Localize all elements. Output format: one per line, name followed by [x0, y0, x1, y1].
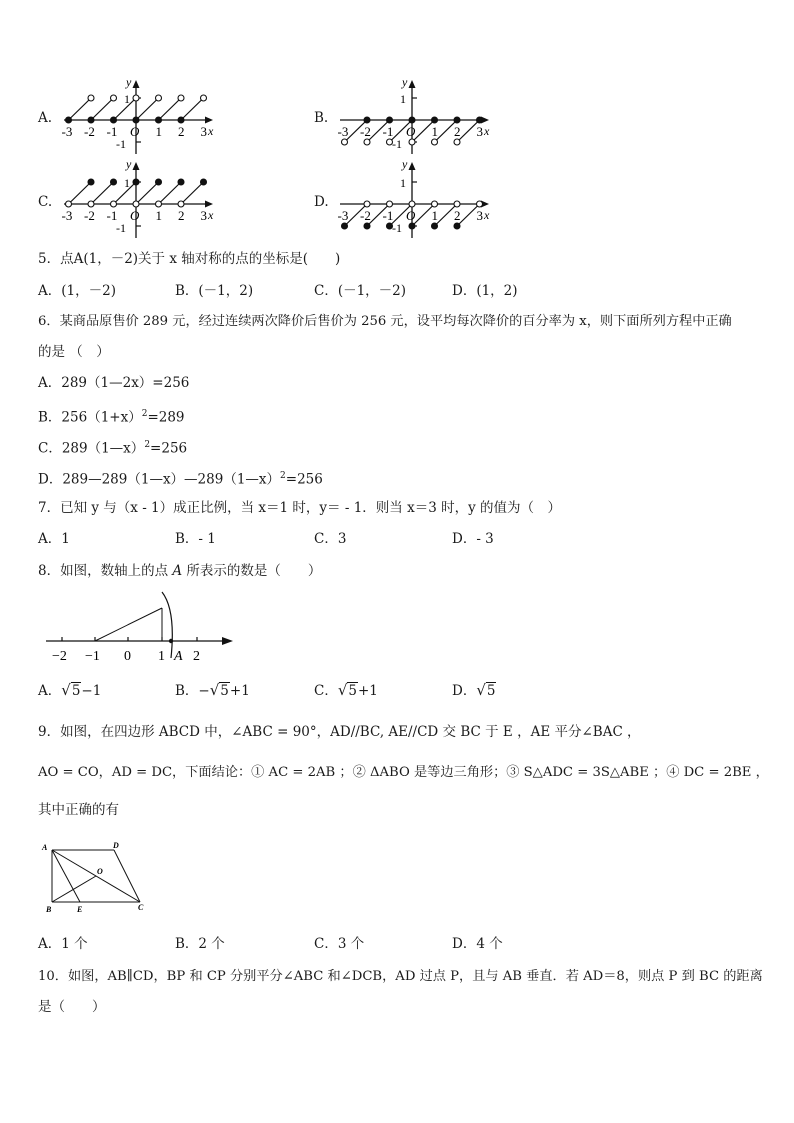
x-tick-label: 1	[431, 124, 438, 139]
closed-dot	[88, 117, 94, 123]
q6-option-d	[38, 467, 323, 489]
q8-stem	[38, 562, 321, 580]
y-label-m1: -1	[392, 221, 402, 235]
closed-dot	[364, 117, 370, 123]
closed-dot	[387, 117, 393, 123]
q9-label-o: O	[97, 867, 103, 876]
open-dot	[432, 201, 438, 207]
q7-option-b: B．- 1	[175, 531, 216, 547]
closed-dot	[88, 179, 94, 185]
graph-segment	[136, 98, 159, 120]
q6-option-d-tail: =256	[285, 471, 323, 488]
q9-quadrilateral-figure	[40, 838, 152, 916]
x-tick-label: -3	[337, 124, 349, 139]
q6-stem-line1: 6．某商品原售价 289 元，经过连续两次降价后售价为 256 元，设平均每次降价的百分率为 x，则下面所列方程中正确	[38, 314, 732, 329]
q8-label-1: 1	[158, 649, 165, 664]
closed-dot	[156, 179, 162, 185]
x-tick-label: 3	[200, 124, 207, 139]
x-tick-label: -2	[84, 208, 95, 223]
open-dot	[156, 95, 162, 101]
q8-option-a-radicand: 5	[71, 683, 81, 699]
x-tick-label: 1	[155, 124, 162, 139]
graph-segment	[69, 182, 92, 204]
q5-option-c: C．(－1，－2)	[314, 283, 407, 299]
graph-d	[334, 160, 500, 238]
q6-option-b	[38, 405, 185, 427]
x-tick-label: 2	[178, 208, 185, 223]
q8-option-b	[175, 681, 250, 700]
x-tick-label: -2	[84, 124, 95, 139]
open-dot	[201, 95, 207, 101]
x-tick-label: 1	[431, 208, 438, 223]
open-dot	[88, 201, 94, 207]
open-dot	[178, 95, 184, 101]
y-axis-label: y	[126, 78, 132, 89]
x-tick-label: -1	[382, 208, 394, 223]
q6-option-b-base: B．256（1+x）	[38, 409, 142, 426]
q8-option-a	[38, 681, 101, 700]
closed-dot	[432, 117, 438, 123]
closed-dot	[409, 223, 415, 229]
closed-dot	[133, 179, 139, 185]
graph-segment	[181, 182, 204, 204]
x-tick-label: 2	[454, 124, 461, 139]
q8-option-b-post: +1	[229, 683, 250, 699]
x-tick-label: -1	[106, 124, 118, 139]
q8-option-b-letter: B．	[175, 683, 199, 699]
x-tick-label: 3	[476, 124, 483, 139]
q8-option-d-radicand: 5	[486, 683, 496, 699]
open-dot	[111, 201, 117, 207]
graph-segment	[91, 182, 114, 204]
graph-segment	[91, 98, 114, 120]
y-label-1: 1	[124, 176, 130, 190]
x-tick-label: 2	[178, 124, 185, 139]
closed-dot	[156, 117, 162, 123]
closed-dot	[201, 179, 207, 185]
open-dot	[409, 201, 415, 207]
q8-option-d	[452, 681, 496, 700]
open-dot	[477, 201, 483, 207]
open-dot	[454, 201, 460, 207]
q6-option-a-base: A．289（1—2x）=256	[38, 375, 190, 391]
open-dot	[156, 201, 162, 207]
closed-dot	[111, 117, 117, 123]
q9-stem-line2: AO = CO，AD = DC，下面结论：① AC = 2AB ；② ΔABO 是等边三角形；③ S△ADC = 3S△ABE ；④ DC = 2BE ，	[38, 765, 769, 780]
q7-stem: 7．已知 y 与（x - 1）成正比例，当 x＝1 时，y＝ - 1．则当 x＝3 时，y 的值为（ ）	[38, 500, 561, 516]
open-dot	[111, 95, 117, 101]
x-tick-label: -1	[106, 208, 118, 223]
x-axis-label: x	[208, 124, 214, 138]
graph-option-b-letter: B.	[314, 110, 329, 126]
open-dot	[133, 201, 139, 207]
x-axis-label: x	[484, 208, 490, 222]
closed-dot	[387, 223, 393, 229]
y-axis-label: y	[402, 78, 408, 89]
graph-segment	[136, 182, 159, 204]
q5-stem: 5．点A(1，－2)关于 x 轴对称的点的坐标是( )	[38, 251, 341, 267]
q7-option-d: D．- 3	[452, 531, 494, 547]
x-tick-label: 2	[454, 208, 461, 223]
x-tick-label: -3	[61, 208, 73, 223]
q8-label-a: A	[174, 649, 183, 664]
y-label-1: 1	[400, 92, 406, 106]
origin-label: O	[130, 124, 140, 139]
open-dot	[387, 201, 393, 207]
q8-option-c	[314, 681, 378, 700]
y-axis-arrow	[133, 162, 140, 170]
closed-dot	[111, 179, 117, 185]
y-axis-label: y	[402, 160, 408, 171]
open-dot	[88, 95, 94, 101]
x-tick-label: 1	[155, 208, 162, 223]
q9-segment-bo	[52, 876, 96, 902]
y-label-m1: -1	[116, 221, 126, 235]
q8-option-a-letter: A．	[38, 683, 62, 699]
q6-option-c-sup: 2	[144, 440, 151, 450]
x-axis-label: x	[484, 124, 490, 138]
q5-option-d: D．(1，2)	[452, 283, 518, 299]
q8-label-0: 0	[124, 649, 131, 664]
q8-label-m2: −2	[52, 649, 67, 664]
closed-dot	[454, 223, 460, 229]
q8-stem-pre: 8．如图，数轴上的点	[38, 563, 173, 579]
q8-option-a-post: −1	[81, 683, 102, 699]
q7-option-a: A．1	[38, 531, 70, 547]
x-axis-arrow	[205, 201, 213, 208]
q8-option-c-letter: C．	[314, 683, 338, 699]
closed-dot	[364, 223, 370, 229]
q8-triangle-hyp	[95, 608, 162, 641]
q9-stem-line1: 9．如图，在四边形 ABCD 中，∠ABC = 90°，AD//BC, AE//CD 交 BC 于 E ，AE 平分∠BAC ，	[38, 724, 641, 740]
q10-stem-line1: 10．如图，AB∥CD，BP 和 CP 分别平分∠ABC 和∠DCB，AD 过点 P，且与 AB 垂直．若 AD＝8，则点 P 到 BC 的距离	[38, 969, 763, 984]
sqrt-icon: √	[476, 681, 486, 699]
q5-option-a: A．(1，－2)	[38, 283, 116, 299]
sqrt-icon: √	[61, 681, 71, 699]
q9-option-c: C．3 个	[314, 936, 365, 952]
open-dot	[66, 201, 72, 207]
q8-option-b-pre: −	[198, 683, 210, 699]
graph-option-d-letter: D.	[314, 194, 329, 210]
open-dot	[364, 139, 370, 145]
y-label-m1: -1	[392, 137, 402, 151]
x-tick-label: -3	[61, 124, 73, 139]
x-tick-label: -3	[337, 208, 349, 223]
graph-c	[58, 160, 224, 238]
y-axis-label: y	[126, 160, 132, 171]
origin-label: O	[130, 208, 140, 223]
q9-label-b: B	[46, 905, 52, 914]
q8-point-a	[169, 639, 173, 643]
q6-option-d-base: D．289—289（1—x）—289（1—x）	[38, 471, 281, 488]
q6-option-c	[38, 436, 187, 458]
x-axis-arrow	[205, 117, 213, 124]
q9-stem-line3: 其中正确的有	[38, 802, 119, 818]
q8-option-c-post: +1	[358, 683, 378, 699]
x-tick-label: -2	[360, 208, 371, 223]
closed-dot	[342, 223, 348, 229]
q9-label-e: E	[77, 905, 83, 914]
q7-option-c: C．3	[314, 531, 347, 547]
graph-segment	[159, 98, 182, 120]
graph-option-a-letter: A.	[38, 110, 53, 126]
q8-option-d-letter: D．	[452, 683, 477, 699]
closed-dot	[66, 117, 72, 123]
q9-option-d: D．4 个	[452, 936, 503, 952]
open-dot	[387, 139, 393, 145]
q8-stem-var: A	[172, 563, 183, 579]
origin-label: O	[406, 124, 416, 139]
x-axis-label: x	[208, 208, 214, 222]
q6-option-b-tail: =289	[147, 409, 185, 426]
graph-b	[334, 78, 500, 154]
x-tick-label: 3	[476, 208, 483, 223]
q8-stem-post: 所表示的数是（ ）	[182, 563, 322, 579]
q6-option-c-tail: =256	[150, 440, 188, 457]
y-label-m1: -1	[116, 137, 126, 151]
graph-a	[58, 78, 224, 154]
q6-option-d-sup: 2	[280, 471, 286, 481]
open-dot	[432, 139, 438, 145]
q6-option-a	[38, 374, 189, 392]
closed-dot	[133, 117, 139, 123]
q9-label-a: A	[42, 843, 48, 852]
graph-segment	[69, 98, 92, 120]
closed-dot	[432, 223, 438, 229]
q6-option-c-base: C．289（1—x）	[38, 440, 145, 457]
x-tick-label: -2	[360, 124, 371, 139]
x-tick-label: 3	[200, 208, 207, 223]
graph-segment	[159, 182, 182, 204]
y-label-1: 1	[400, 176, 406, 190]
graph-option-c-letter: C.	[38, 194, 53, 210]
q8-label-2: 2	[193, 649, 200, 664]
q9-label-d: D	[113, 841, 119, 850]
q8-option-b-radicand: 5	[220, 683, 229, 699]
q9-option-b: B．2 个	[175, 936, 225, 952]
sqrt-icon: √	[209, 681, 220, 699]
q6-option-b-sup: 2	[141, 409, 148, 419]
closed-dot	[178, 117, 184, 123]
closed-dot	[409, 117, 415, 123]
y-axis-arrow	[409, 162, 416, 170]
open-dot	[409, 139, 415, 145]
closed-dot	[477, 117, 483, 123]
y-label-1: 1	[124, 92, 130, 106]
q8-label-m1: −1	[85, 649, 100, 664]
closed-dot	[178, 179, 184, 185]
y-axis-arrow	[409, 80, 416, 88]
open-dot	[178, 201, 184, 207]
q9-label-c: C	[138, 903, 144, 912]
q5-option-b: B．(－1，2)	[175, 283, 254, 299]
q6-stem-line2: 的是 （ ）	[38, 344, 110, 360]
sqrt-icon: √	[337, 681, 348, 699]
q8-option-c-radicand: 5	[348, 683, 357, 699]
q9-option-a: A．1 个	[38, 936, 88, 952]
graph-segment	[181, 98, 204, 120]
closed-dot	[454, 117, 460, 123]
origin-label: O	[406, 208, 416, 223]
x-tick-label: -1	[382, 124, 394, 139]
q8-number-line-figure	[40, 586, 240, 666]
q8-axis-arrow	[222, 637, 233, 645]
open-dot	[342, 139, 348, 145]
open-dot	[133, 95, 139, 101]
y-axis-arrow	[133, 80, 140, 88]
q10-stem-line2: 是（ ）	[38, 999, 106, 1015]
open-dot	[454, 139, 460, 145]
open-dot	[364, 201, 370, 207]
